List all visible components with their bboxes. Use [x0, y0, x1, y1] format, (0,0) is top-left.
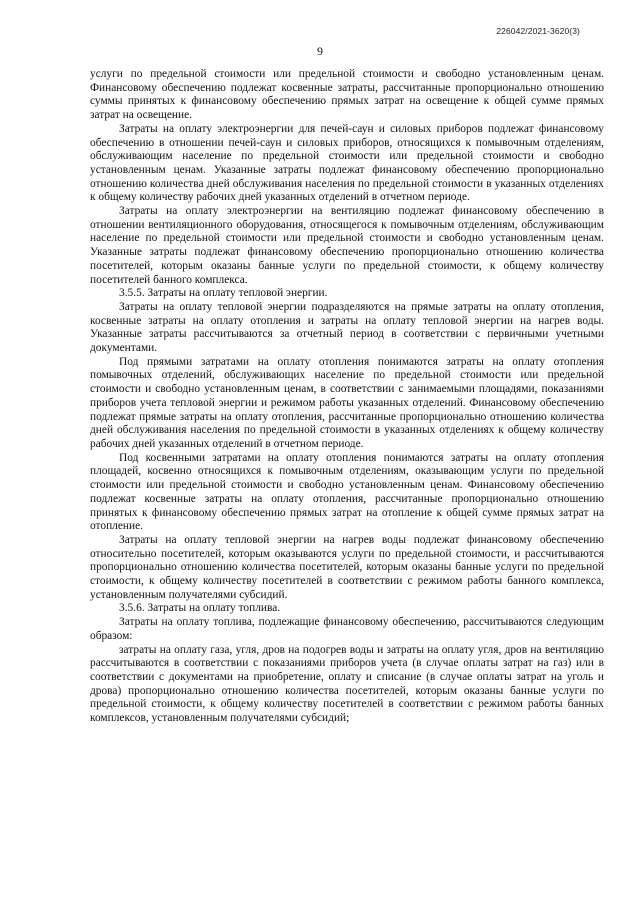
section-heading-3-5-6: 3.5.6. Затраты на оплату топлива. — [119, 602, 281, 615]
paragraph-water-heating: Затраты на оплату тепловой энергии на нагрев воды подлежат финансовому обеспечению относительно посетителей, которым оказываются услуги по предельной стоимости, и рассчитываются пропорционально отношению количества посетителей, которым оказаны банные услуги по предельной стоимости, к общему количеству посетителей в соответствии с режимом работы банного комплекса, установленным получателями субсидий. — [90, 533, 604, 601]
page-number: 9 — [317, 44, 323, 58]
paragraph-direct-heating: Под прямыми затратами на оплату отопления понимаются затраты на оплату отопления помывочных отделений, обслуживающих население по предельной стоимости или предельной стоимости и свободно установленным ценам, в соответствии с занимаемыми площадями, показаниями приборов учета тепловой энергии и режимом работы указанных отделений. Финансовому обеспечению подлежат прямые затраты на оплату отопления, рассчитанные пропорционально отношению количества дней обслуживания населения по предельной стоимости в указанных отделениях к общему количеству рабочих дней указанных отделений в отчетном периоде. — [90, 355, 604, 450]
paragraph-indirect-heating: Под косвенными затратами на оплату отопления понимаются затраты на оплату отопления площадей, косвенно относящихся к помывочным отделениям, оказывающим услуги по предельной стоимости или предельной стоимости и свободно установленным ценам. Финансовому обеспечению подлежат косвенные затраты на оплату отопления, рассчитанные пропорционально отношению принятых к финансовому обеспечению прямых затрат на отопление к общей сумме прямых затрат на отопление. — [90, 451, 604, 533]
paragraph-fuel-costs-intro: Затраты на оплату топлива, подлежащие финансовому обеспечению, рассчитываются следующим образом: — [90, 616, 604, 642]
list-item-gas-coal-wood: затраты на оплату газа, угля, дров на подогрев воды и затраты на оплату угля, дров на вентиляцию рассчитываются в соответствии с показаниями приборов учета (в случае оплаты затрат на газ) или в соответствии с документами на приобретение, оплату и списание (в случае оплаты затрат на уголь и дрова) пропорционально отношению количества посетителей, которым оказаны банные услуги по предельной стоимости, к общему количеству посетителей в соответствии с режимом работы банных комплексов, установленным получателями субсидий; — [90, 643, 604, 725]
section-heading-3-5-5: 3.5.5. Затраты на оплату тепловой энергии. — [119, 287, 328, 300]
paragraph-ventilation-electricity: Затраты на оплату электроэнергии на вентиляцию подлежат финансовому обеспечению в отношении вентиляционного оборудования, относящегося к помывочным отделениям, обслуживающим население по предельной стоимости или предельной стоимости и свободно установленным ценам. Указанные затраты подлежат финансовому обеспечению пропорционально отношению количества посетителей, которым оказаны банные услуги по предельной стоимости, к общему количеству посетителей банного комплекса. — [90, 205, 604, 286]
paragraph-continuation: услуги по предельной стоимости или предельной стоимости и свободно установленным ценам. Финансовому обеспечению подлежат косвенные затраты, рассчитанные пропорционально отношению суммы принятых к финансовому обеспечению прямых затрат на освещение к общей сумме прямых затрат на освещение. — [90, 68, 604, 122]
document-body — [90, 68, 604, 726]
paragraph-sauna-electricity: Затраты на оплату электроэнергии для печей-саун и силовых приборов подлежат финансовому обеспечению в отношении печей-саун и силовых приборов, относящихся к помывочным отделениям, обслуживающим население по предельной стоимости или предельной стоимости и свободно установленным ценам. Указанные затраты подлежат финансовому обеспечению пропорционально отношению количества дней обслуживания населения по предельной стоимости в указанных отделениях к общему количеству рабочих дней указанных отделений в отчетном периоде. — [90, 122, 604, 204]
paragraph-heat-energy: Затраты на оплату тепловой энергии подразделяются на прямые затраты на оплату отопления, косвенные затраты на оплату отопления и затраты на оплату тепловой энергии на нагрев воды. Указанные затраты рассчитываются за отчетный период в соответствии с первичными учетными документами. — [90, 300, 604, 355]
document-id: 226042/2021-3620(3) — [496, 26, 580, 36]
